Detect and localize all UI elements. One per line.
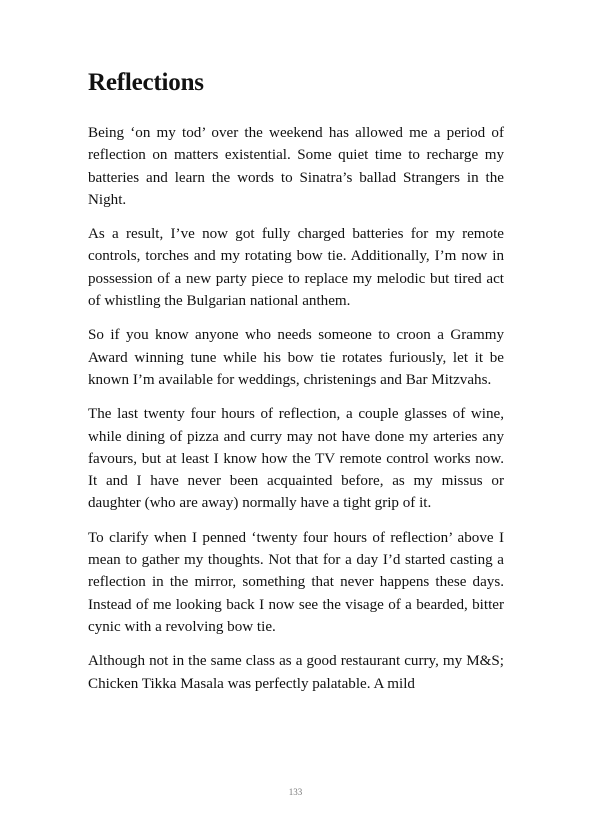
paragraph: So if you know anyone who needs someone to croon a Grammy Award winning tune while his bow tie rotates furiously, let it be known I’m available for weddings, christenings and Bar Mitzvahs. — [88, 327, 504, 388]
paragraph: The last twenty four hours of reflection, a couple glasses of wine, while dining of pizza and curry may not have done my arteries any favours, but at least I know how the TV remote control works now. It and I have never been acquainted before, as my missus or daughter (who are away) normally have a tight grip of it. — [88, 406, 504, 512]
paragraph: To clarify when I penned ‘twenty four hours of reflection’ above I mean to gather my thoughts. Not that for a day I’d started casting a reflection in the mirror, something that never happens these days. Instead of me looking back I now see the visage of a bearded, bitter cynic with a revolving bow tie. — [88, 529, 504, 635]
paragraph: As a result, I’ve now got fully charged batteries for my remote controls, torches and my rotating bow tie. Additionally, I’m now in possession of a new party piece to replace my melodic but tired act of whistling the Bulgarian national anthem. — [88, 226, 504, 310]
page-number: 133 — [288, 787, 303, 797]
paragraph: Although not in the same class as a good restaurant curry, my M&S; Chicken Tikka Masala was perfectly palatable. A mild — [88, 653, 504, 692]
page-title: Reflections — [88, 69, 204, 96]
paragraph: Being ‘on my tod’ over the weekend has allowed me a period of reflection on matters existential. Some quiet time to recharge my batteries and learn the words to Sinatra’s ballad Strangers in the Night. — [88, 125, 504, 208]
body-text — [88, 122, 504, 707]
